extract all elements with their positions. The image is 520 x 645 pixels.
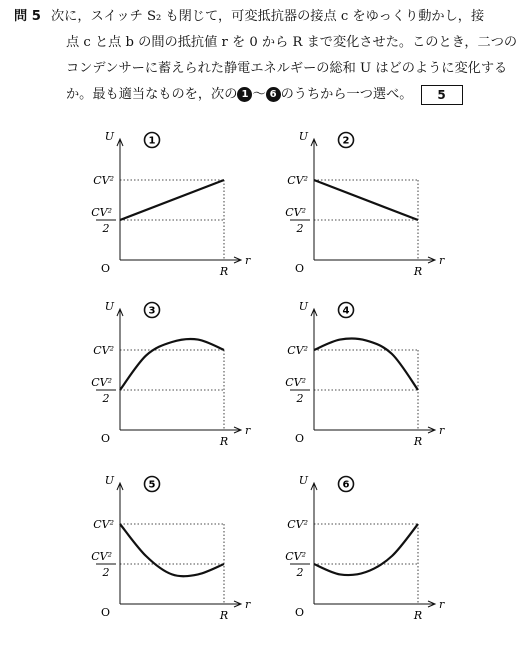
series-line-6 bbox=[314, 524, 418, 575]
series-line-5 bbox=[120, 524, 224, 576]
y-tick-half-numerator: CV² bbox=[91, 206, 112, 219]
y-tick-half-denominator: 2 bbox=[102, 566, 110, 579]
y-tick-half-denominator: 2 bbox=[296, 392, 304, 405]
choice-number-5: 5 bbox=[148, 479, 156, 491]
graph-1 bbox=[78, 128, 251, 282]
graph-5 bbox=[78, 472, 251, 626]
graph-2 bbox=[272, 128, 445, 282]
origin-label: O bbox=[294, 606, 304, 619]
choice-number-3: 3 bbox=[148, 305, 156, 317]
y-tick-half-numerator: CV² bbox=[285, 550, 306, 563]
y-tick-half-denominator: 2 bbox=[296, 222, 304, 235]
y-tick-cv2: CV² bbox=[287, 344, 308, 357]
choice-number-4: 4 bbox=[342, 305, 350, 317]
y-tick-half-denominator: 2 bbox=[102, 222, 110, 235]
series-line-2 bbox=[314, 180, 418, 220]
y-axis-label: U bbox=[298, 300, 308, 313]
origin-label: O bbox=[294, 432, 304, 445]
question-text bbox=[14, 4, 518, 108]
y-axis-label: U bbox=[104, 474, 114, 487]
graph-2-svg bbox=[272, 128, 445, 278]
question-line-3: コンデンサーに蓄えられた静電エネルギーの総和 U はどのように変化する bbox=[66, 61, 508, 76]
y-tick-half-numerator: CV² bbox=[91, 550, 112, 563]
origin-label: O bbox=[100, 606, 110, 619]
y-tick-half-numerator: CV² bbox=[285, 376, 306, 389]
origin-label: O bbox=[100, 262, 110, 275]
y-tick-half-denominator: 2 bbox=[102, 392, 110, 405]
graph-1-svg bbox=[78, 128, 251, 278]
x-tick-R: R bbox=[219, 609, 229, 622]
x-tick-R: R bbox=[413, 265, 423, 278]
graph-4-svg bbox=[272, 298, 445, 448]
graph-6 bbox=[272, 472, 445, 626]
y-tick-half-denominator: 2 bbox=[296, 566, 304, 579]
choice-number-6: 6 bbox=[342, 479, 350, 491]
y-tick-cv2: CV² bbox=[93, 344, 114, 357]
series-line-4 bbox=[314, 338, 418, 390]
choice-number-2: 2 bbox=[342, 135, 350, 147]
series-line-1 bbox=[120, 180, 224, 220]
x-tick-R: R bbox=[413, 435, 423, 448]
graph-3 bbox=[78, 298, 251, 452]
graph-5-svg bbox=[78, 472, 251, 622]
x-axis-label: r bbox=[439, 424, 445, 437]
y-tick-half-numerator: CV² bbox=[285, 206, 306, 219]
question-number: 問 5 bbox=[14, 9, 41, 24]
choice-first-circle: 1 bbox=[237, 87, 252, 102]
x-tick-R: R bbox=[219, 435, 229, 448]
question-line-1: 問 5 次に，スイッチ S₂ も閉じて，可変抵抗器の接点 c をゆっくり動かし，接 bbox=[14, 9, 485, 24]
x-axis-label: r bbox=[439, 254, 445, 267]
y-axis-label: U bbox=[298, 130, 308, 143]
y-axis-label: U bbox=[104, 300, 114, 313]
y-tick-cv2: CV² bbox=[287, 518, 308, 531]
x-tick-R: R bbox=[413, 609, 423, 622]
y-tick-cv2: CV² bbox=[93, 518, 114, 531]
question-line-2: 点 c と点 b の間の抵抗値 r を 0 から R まで変化させた。このとき，二つの bbox=[66, 35, 518, 50]
y-axis-label: U bbox=[298, 474, 308, 487]
x-tick-R: R bbox=[219, 265, 229, 278]
choice-number-1: 1 bbox=[148, 135, 156, 147]
y-tick-half-numerator: CV² bbox=[91, 376, 112, 389]
graph-3-svg bbox=[78, 298, 251, 448]
origin-label: O bbox=[100, 432, 110, 445]
x-axis-label: r bbox=[245, 598, 251, 611]
y-tick-cv2: CV² bbox=[93, 174, 114, 187]
graph-4 bbox=[272, 298, 445, 452]
answer-box[interactable]: 5 bbox=[421, 85, 463, 105]
x-axis-label: r bbox=[439, 598, 445, 611]
y-axis-label: U bbox=[104, 130, 114, 143]
x-axis-label: r bbox=[245, 254, 251, 267]
question-line-4: か。最も適当なものを，次の 1 〜 6 のうちから一つ選べ。 5 bbox=[14, 82, 514, 108]
x-axis-label: r bbox=[245, 424, 251, 437]
graph-6-svg bbox=[272, 472, 445, 622]
series-line-3 bbox=[120, 339, 224, 390]
y-tick-cv2: CV² bbox=[287, 174, 308, 187]
choice-last-circle: 6 bbox=[266, 87, 281, 102]
origin-label: O bbox=[294, 262, 304, 275]
